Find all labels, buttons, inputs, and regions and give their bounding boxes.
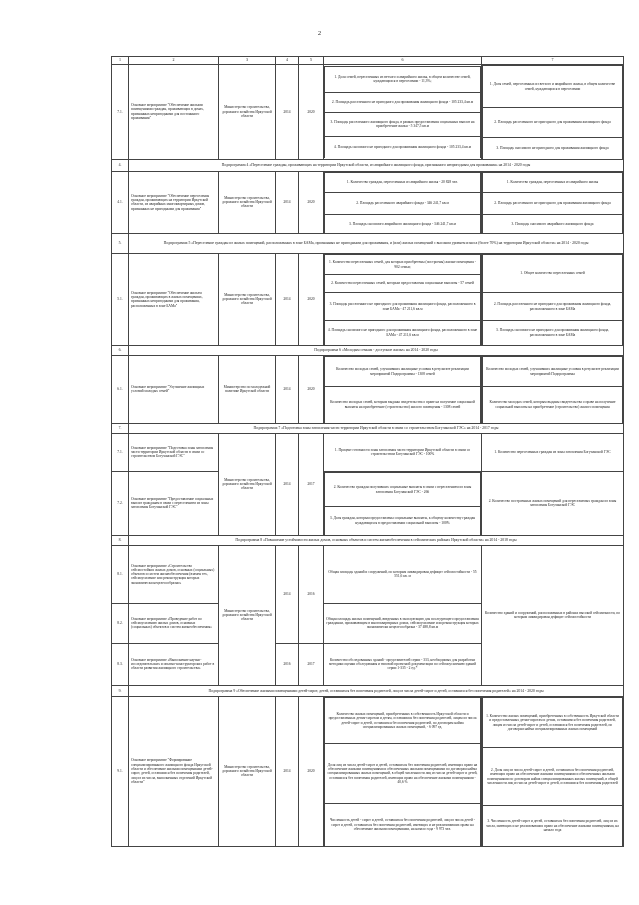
row-number: 8.3. <box>112 643 129 685</box>
target-value: 1. Доля семей, переселенных из ветхого и аварийного жилья, в общем количестве семей, нуждающихся в переселении - 11,3%; <box>325 66 481 92</box>
indicator: 3. Численность детей-сирот и детей, оставшихся без попечения родителей, лиц из их числа, имеющих и не реализовавших право на обеспечение жилыми помещениями, на начало года <box>483 806 623 846</box>
target-values <box>324 472 481 535</box>
subprogram-row <box>112 159 624 171</box>
target-value: Количество молодых семей, которым выданы свидетельства о праве на получение социальной выплаты на приобретение (строительство) жилого помещения - 1308 семей <box>325 387 481 423</box>
table-row <box>112 64 624 159</box>
subprogram-title: Подпрограмма 7 «Подготовка зоны затопления части территории Иркутской области в связи со строительством Богучанской ГЭС» на 2014 - 2017 годы <box>129 423 624 433</box>
end-year: 2017 <box>299 433 324 535</box>
target-values <box>324 697 481 846</box>
col-number: 3 <box>219 57 276 65</box>
target-value: Количество молодых семей, улучшивших жилищные условия в результате реализации мероприятий Подпрограммы - 1308 семей <box>325 357 481 387</box>
start-year: 2014 <box>276 545 299 643</box>
target-value: 4. Площадь сносимого не пригодного для проживания жилищного фонда - 105 233,4 кв.м <box>325 136 481 158</box>
indicator: Количество молодых семей, которым выданы свидетельства о праве на получение социальной выплаты на приобретение (строительство) жилого помещения <box>483 387 623 423</box>
target-value: 1. Процент готовности зоны затопления части территории Иркутской области в связи со строительством Богучанской ГЭС - 100% <box>324 433 482 471</box>
row-number: 7.1. <box>112 64 129 159</box>
table-row <box>112 433 624 471</box>
subprogram-row <box>112 233 624 253</box>
target-value: 3. Площадь сносимого аварийного жилищного фонда - 346 241,7 кв.м <box>325 215 481 233</box>
end-year: 2020 <box>299 64 324 159</box>
target-value: 4. Площадь сносимого не пригодного для проживания жилищного фонда, расположенного в зоне БАМа - 47 211,6 кв.м <box>325 321 481 345</box>
page-number: 2 <box>317 30 322 37</box>
indicator: 3. Площадь сносимого не пригодного для проживания жилищного фонда <box>483 138 623 159</box>
event-name: Основное мероприятие "Предоставление социальных выплат гражданам в связи с переселением из зоны затопления Богучанской ГЭС" <box>129 471 219 535</box>
start-year: 2014 <box>276 433 299 535</box>
subprogram-title: Подпрограмма 4 «Переселение граждан, проживающих на территории Иркутской области, из аварийного жилищного фонда, признанного непригодным для проживания» на 2014 - 2020 годы <box>129 159 624 171</box>
executor: Министерство строительства, дорожного хозяйства Иркутской области <box>219 545 276 685</box>
start-year: 2016 <box>276 643 299 685</box>
target-value: Доля лиц из числа детей-сирот и детей, оставшихся без попечения родителей, имеющих право на обеспечение жилыми помещениями и обеспеченных жилыми помещениями по договорам найма специализированных жилых помещений, в общей численности лиц из числа детей-сирот и детей, оставшихся без попечения родителей, имеющих право на обеспечение жилыми помещениями - 40,6 % <box>325 744 481 804</box>
indicator: 2. Количество построенных жилых помещений для переселяемых граждан из зоны затопления Богучанской ГЭС <box>482 471 624 535</box>
indicators <box>482 172 623 233</box>
subprogram-row <box>112 685 624 696</box>
start-year: 2014 <box>276 64 299 159</box>
start-year: 2014 <box>276 696 299 846</box>
table-row <box>112 471 624 535</box>
col-number: 5 <box>299 57 324 65</box>
row-number: 6. <box>112 345 129 355</box>
col-number: 4 <box>276 57 299 65</box>
indicator: 2. Площадь расселенного не пригодного для проживания жилищного фонда <box>483 108 623 138</box>
row-number: 5. <box>112 233 129 253</box>
indicator: 1. Количество граждан, переселенных из аварийного жилья <box>483 173 623 193</box>
event-name: Основное мероприятие «Выполнение научно-исследовательских и опытно-конструкторских работ в области развития жилищного строительства» <box>129 643 219 685</box>
table-row <box>112 545 624 603</box>
start-year: 2014 <box>276 355 299 423</box>
target-values <box>324 172 481 233</box>
subprogram-title: Подпрограмма 5 «Переселение граждан из жилых помещений, расположенных в зоне БАМа, признанных не пригодными для проживания, и (или) жилых помещений с высоким уровнем износа (более 70%) на территории Иркутской области» на 2014 - 2020 годы <box>129 233 624 253</box>
target-value: Общая площадь зданий и сооружений, по которым ликвидирован дефицит сейсмостойкости - 55 551,6 кв. м <box>324 545 482 603</box>
target-value: 2. Площадь расселенного не пригодного для проживания жилищного фонда - 105 233,4 кв.м <box>325 92 481 112</box>
executor: Министерство по молодежной политике Иркутской области <box>219 355 276 423</box>
indicator: Количество зданий и сооружений, расположенных в районах высокой сейсмичности, по которым ликвидирован дефицит сейсмостойкости <box>482 545 624 685</box>
start-year: 2014 <box>276 253 299 345</box>
row-number: 7.2. <box>112 471 129 535</box>
indicators-table <box>111 56 624 847</box>
row-number: 9.1. <box>112 696 129 846</box>
target-value: 2. Количество переселенных семей, которым предоставлены социальные выплаты - 57 семей <box>325 275 481 293</box>
end-year: 2016 <box>299 545 324 643</box>
row-number: 8.2. <box>112 603 129 643</box>
indicators <box>482 697 623 846</box>
target-value: Количество жилых помещений, приобретенных в собственность Иркутской области и предоставленных детям-сиротам и детям, оставшимся без попечения родителей, лицам из числа детей-сирот и детей, оставшихся без попечения родителей, по договорам найма специализированных жилых помещений, - 6 097 ед. <box>325 698 481 744</box>
indicator: 1. Доля семей, переселенных из ветхого и аварийного жилья, в общем количестве семей, нуждающихся в переселении <box>483 66 623 108</box>
executor: Министерство строительства, дорожного хозяйства Иркутской области <box>219 433 276 535</box>
indicator: 2. Площадь расселенного не пригодного для проживания жилищного фонда, расположенного в зоне БАМа <box>483 293 623 321</box>
indicators <box>482 254 623 345</box>
col-number: 7 <box>482 57 624 65</box>
indicator: Количество молодых семей, улучшивших жилищные условия в результате реализации мероприятий Подпрограммы <box>483 357 623 387</box>
indicator: 3. Площадь сносимого аварийного жилищного фонда <box>483 215 623 233</box>
row-number: 5.1. <box>112 253 129 345</box>
target-values <box>324 254 481 345</box>
row-number: 4. <box>112 159 129 171</box>
end-year: 2020 <box>299 696 324 846</box>
executor: Министерство строительства, дорожного хозяйства Иркутской области <box>219 253 276 345</box>
target-value: 1. Количество граждан, переселенных из аварийного жилья - 20 828 чел. <box>325 173 481 193</box>
target-value: Общая площадь жилых помещений, введенных в эксплуатацию для последующего предоставления гражданам, проживающим в многоквартирных домах, сейсмоусиление или реконструкция которых экономически нецелесообразна - 37 488,8 кв.м <box>324 603 482 643</box>
row-number: 6.1. <box>112 355 129 423</box>
indicator: 1. Количество переселенных граждан из зоны затопления Богучанской ГЭС <box>482 433 624 471</box>
end-year: 2020 <box>299 171 324 233</box>
indicators <box>482 356 623 423</box>
subprogram-title: Подпрограмма 8 «Повышение устойчивости жилых домов, основных объектов и систем жизнеобеспечения в сейсмических районах Иркутской области» на 2014 - 2018 годы <box>129 535 624 545</box>
target-value: 3. Площадь расселенного не пригодного для проживания жилищного фонда, расположенного в зоне БАМа - 47 211,6 кв.м <box>325 293 481 321</box>
table-row <box>112 355 624 423</box>
row-number: 7.1. <box>112 433 129 471</box>
subprogram-row <box>112 345 624 355</box>
event-name: Основное мероприятие "Обеспечение жильем граждан, проживающих в жилых помещениях, признанных непригодными для проживания, расположенных в зоне БАМа" <box>129 253 219 345</box>
target-value: Численность детей - сирот и детей, оставшихся без попечения родителей, лиц из числа детей - сирот и детей, оставшихся без попечения родителей, имеющих и не реализовавших право на обеспечение жилыми помещениями, на начало года - 9 973 чел. <box>325 804 481 846</box>
target-value: 1. Количество переселенных семей, для которых приобретены (построены) жилые помещения - 902 семьи; <box>325 255 481 275</box>
indicator: 1. Количество жилых помещений, приобретенных в собственность Иркутской области и предоставленных детям-сиротам и детям, оставшимся без попечения родителей, лицам из числа детей-сирот и детей, оставшихся без попечения родителей, по договорам найма специализированных жилых помещений <box>483 698 623 748</box>
subprogram-row <box>112 535 624 545</box>
target-value: 2. Количество граждан получивших социальные выплаты в связи с переселением из зоны затопления Богучанской ГЭС - 266 <box>325 473 481 507</box>
target-value: 3. Площадь расселенного жилищного фонда, в рамках предоставления социальных выплат на приобретение жилья - 5 347,5 кв.м <box>325 112 481 136</box>
target-value: 2. Площадь расселенного аварийного фонда - 346 241,7 кв.м <box>325 193 481 215</box>
end-year: 2017 <box>299 643 324 685</box>
table-row <box>112 171 624 233</box>
indicator: 3. Площадь сносимого не пригодного для проживания жилищного фонда, расположенного в зоне БАМа <box>483 321 623 345</box>
end-year: 2020 <box>299 355 324 423</box>
table-row <box>112 253 624 345</box>
target-value: Количество обследованных зданий - представителей серии - 333, необходимых для разработки методики оценки обследования и типовой проектной документации по сейсмоусилению зданий серии 1-335 - 2 ед.* <box>324 643 482 685</box>
subprogram-title: Подпрограмма 9 «Обеспечение жилыми помещениями детей-сирот, детей, оставшихся без попечения родителей, лиц из числа детей-сирот и детей, оставшихся без попечения родителей» на 2014 - 2020 годы <box>129 685 624 696</box>
subprogram-row <box>112 423 624 433</box>
row-number: 4.1. <box>112 171 129 233</box>
col-number: 6 <box>324 57 482 65</box>
event-name: Основное мероприятие «Проведение работ по сейсмоусилению жилых домов, основных (социальных) объектов и систем жизнеобеспечения» <box>129 603 219 643</box>
executor: Министерство строительства, дорожного хозяйства Иркутской области <box>219 64 276 159</box>
indicator: 2. Доля лиц из числа детей-сирот и детей, оставшихся без попечения родителей, имеющих право на обеспечение жилыми помещениями и обеспеченных жилыми помещениями по договорам найма специализированных жилых помещений, в общей численности лиц из числа детей-сирот и детей, оставшихся без попечения родителей <box>483 748 623 806</box>
column-numbers-row <box>112 57 624 65</box>
row-number: 8.1. <box>112 545 129 603</box>
indicators <box>482 65 623 159</box>
indicator: 1. Общее количество переселенных семей <box>483 255 623 293</box>
target-values <box>324 66 481 159</box>
event-name: Основное мероприятие "Улучшение жилищных условий молодых семей" <box>129 355 219 423</box>
event-name: Основное мероприятие "Обеспечение жилыми помещениями граждан, проживающих в домах, признанных непригодными для постоянного проживания" <box>129 64 219 159</box>
col-number: 2 <box>129 57 219 65</box>
row-number: 8. <box>112 535 129 545</box>
target-value: 3. Доля граждан, которым предоставлены социальные выплаты, к общему количеству граждан нуждающихся в предоставлении социальной выплаты - 100% <box>325 507 481 535</box>
event-name: Основное мероприятие "Формирование специализированного жилищного фонда Иркутской области и обеспечение жилыми помещениями детей-сирот, детей, оставшихся без попечения родителей, лиц из их числа, выполненных отделений Иркутской области" <box>129 696 219 846</box>
executor: Министерство строительства, дорожного хозяйства Иркутской области <box>219 696 276 846</box>
table-row <box>112 696 624 846</box>
event-name: Основное мероприятие «Строительство сейсмостойких жилых домов, основных (социальных) объектов и систем жизнеобеспечения (взамен тех, сейсмоусиление или реконструкция которых экономически нецелесообразно» <box>129 545 219 603</box>
executor: Министерство строительства, дорожного хозяйства Иркутской области <box>219 171 276 233</box>
end-year: 2020 <box>299 253 324 345</box>
target-values <box>324 356 481 423</box>
event-name: Основное мероприятие "Обеспечение переселения граждан, проживающих на территории Иркутской области, из аварийных многоквартирных домов, признанных не пригодными для проживания" <box>129 171 219 233</box>
row-number: 7. <box>112 423 129 433</box>
subprogram-title: Подпрограмма 6 «Молодым семьям - доступное жилье» на 2014 - 2020 годы <box>129 345 624 355</box>
indicator: 2. Площадь расселенного не пригодного для проживания жилищного фонда <box>483 193 623 215</box>
start-year: 2014 <box>276 171 299 233</box>
col-number: 1 <box>112 57 129 65</box>
row-number: 9. <box>112 685 129 696</box>
event-name: Основное мероприятие "Подготовка зоны затопления части территории Иркутской области в связи со строительством Богучанской ГЭС" <box>129 433 219 471</box>
